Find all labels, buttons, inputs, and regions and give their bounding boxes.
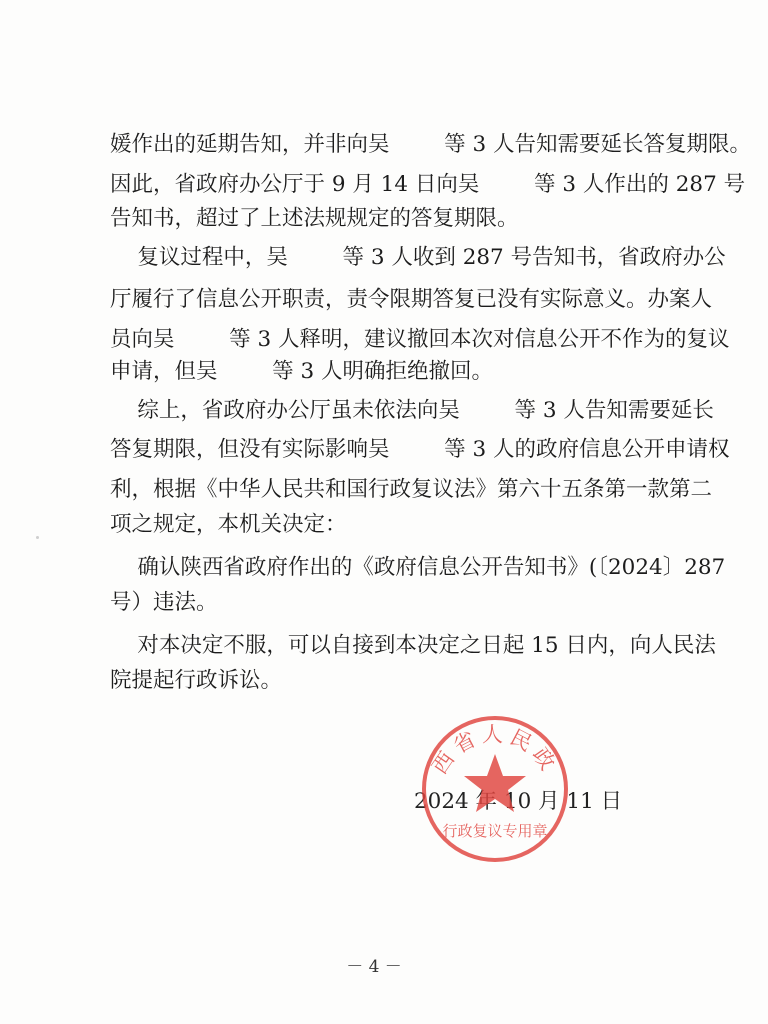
body-line-12: 确认陕西省政府作出的《政府信息公开告知书》(〔2024〕287 (110, 555, 726, 580)
signing-date: 2024 年 10 月 11 日 (414, 789, 623, 814)
body-line-14: 对本决定不服，可以自接到本决定之日起 15 日内，向人民法 (110, 633, 716, 658)
seal-star-icon (464, 754, 526, 812)
body-line-2: 因此，省政府办公厅于 9 月 14 日向吴 等 3 人作出的 287 号 (110, 172, 746, 197)
body-line-10: 利，根据《中华人民共和国行政复议法》第六十五条第一款第二 (110, 477, 713, 502)
page-number: － 4 － (346, 957, 402, 977)
official-seal (420, 714, 570, 864)
seal-arc-text: 西省人民政 (427, 722, 563, 779)
body-line-11: 项之规定，本机关决定： (110, 512, 347, 537)
body-line-1: 媛作出的延期告知，并非向吴 等 3 人告知需要延长答复期限。 (110, 132, 752, 157)
body-line-9: 答复期限，但没有实际影响吴 等 3 人的政府信息公开申请权 (110, 437, 730, 462)
body-line-7: 申请，但吴 等 3 人明确拒绝撤回。 (110, 359, 494, 384)
body-line-6: 员向吴 等 3 人释明，建议撤回本次对信息公开不作为的复议 (110, 327, 730, 352)
body-line-13: 号）违法。 (110, 590, 218, 615)
body-line-8: 综上，省政府办公厅虽未依法向吴 等 3 人告知需要延长 (110, 398, 714, 423)
body-line-3: 告知书，超过了上述法规规定的答复期限。 (110, 206, 519, 231)
body-line-15: 院提起行政诉讼。 (110, 668, 283, 693)
seal-inner-text: 行政复议专用章 (442, 822, 548, 840)
body-line-5: 厅履行了信息公开职责，责令限期答复已没有实际意义。办案人 (110, 287, 713, 312)
scan-speck (36, 536, 39, 539)
body-line-4: 复议过程中，吴 等 3 人收到 287 号告知书，省政府办公 (110, 245, 726, 270)
